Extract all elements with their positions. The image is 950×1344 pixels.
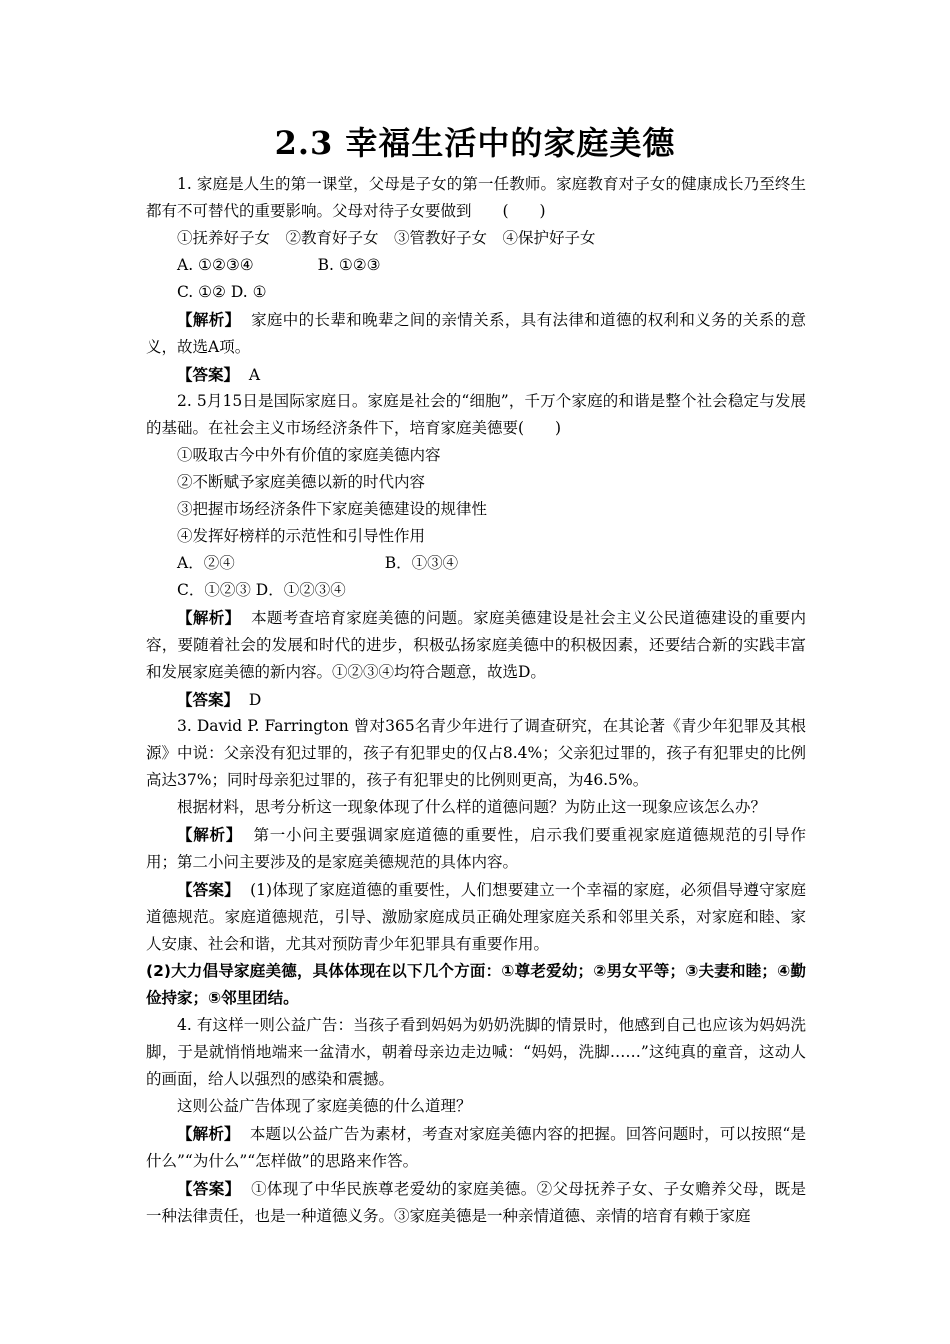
page-title: 2.3 幸福生活中的家庭美德 xyxy=(274,124,676,162)
question-2-item-4: ④发挥好榜样的示范性和引导性作用 xyxy=(177,527,426,545)
answer-text: D xyxy=(248,691,262,709)
question-2-options-cd: C．①②③ D．①②③④ xyxy=(177,581,346,599)
analysis-label: 【解析】 xyxy=(177,825,243,844)
question-1-stem: 1. 家庭是人生的第一课堂，父母是子女的第一任教师。家庭教育对子女的健康成长乃至终生都有不可替代的重要影响。父母对待子女要做到 ( ) xyxy=(146,175,806,220)
answer-text: A xyxy=(248,366,261,384)
document-body xyxy=(146,171,806,1230)
question-2-item-3: ③把握市场经济条件下家庭美德建设的规律性 xyxy=(177,500,488,518)
option-b: B．①③④ xyxy=(384,554,459,572)
question-2-item-1: ①吸取古今中外有价值的家庭美德内容 xyxy=(177,446,441,464)
question-4-stem: 4. 有这样一则公益广告：当孩子看到妈妈为奶奶洗脚的情景时，他感到自己也应该为妈妈洗脚，于是就悄悄地端来一盆清水，朝着母亲边走边喊：“妈妈，洗脚……”这纯真的童音，这动人的画面，给人以强烈的感染和震撼。 xyxy=(146,1016,806,1088)
option-a: A. ①②③④ xyxy=(177,256,254,274)
question-2-stem: 2. 5月15日是国际家庭日。家庭是社会的“细胞”，千万个家庭的和谐是整个社会稳定与发展的基础。在社会主义市场经济条件下，培育家庭美德要( ) xyxy=(146,392,806,437)
question-2-answer xyxy=(146,686,806,713)
question-4-answer xyxy=(146,1175,806,1230)
answer-label: 【答案】 xyxy=(177,690,240,709)
analysis-label: 【解析】 xyxy=(177,310,241,329)
question-4-question: 这则公益广告体现了家庭美德的什么道理？ xyxy=(177,1097,472,1115)
question-3-answer-part-2: (2)大力倡导家庭美德，具体体现在以下几个方面：①尊老爱幼；②男女平等；③夫妻和睦；④勤俭持家；⑤邻里团结。 xyxy=(146,962,806,1007)
question-2-item-2: ②不断赋予家庭美德以新的时代内容 xyxy=(177,473,426,491)
analysis-text: 第一小问主要强调家庭道德的重要性，启示我们要重视家庭道德规范的引导作用；第二小问主要涉及的是家庭美德规范的具体内容。 xyxy=(146,826,806,871)
question-1-analysis xyxy=(146,306,806,361)
answer-text: (1)体现了家庭道德的重要性，人们想要建立一个幸福的家庭，必须倡导遵守家庭道德规范。家庭道德规范，引导、激励家庭成员正确处理家庭关系和邻里关系，对家庭和睦、家人安康、社会和谐，尤其对预防青少年犯罪具有重要作用。 xyxy=(146,881,806,953)
answer-label: 【答案】 xyxy=(177,1179,241,1198)
question-1-answer xyxy=(146,361,806,388)
analysis-text: 家庭中的长辈和晚辈之间的亲情关系，具有法律和道德的权利和义务的关系的意义，故选A项。 xyxy=(146,311,806,356)
analysis-label: 【解析】 xyxy=(177,1124,240,1143)
question-3-question: 根据材料，思考分析这一现象体现了什么样的道德问题？为防止这一现象应该怎么办？ xyxy=(177,798,767,816)
question-3-answer xyxy=(146,876,806,958)
question-3-stem: 3. David P. Farrington 曾对365名青少年进行了调查研究，在其论著《青少年犯罪及其根源》中说：父亲没有犯过罪的，孩子有犯罪史的仅占8.4%；父亲犯过罪的，孩子有犯罪史的比例高达37%；同时母亲犯过罪的，孩子有犯罪史的比例则更高，为46.5%。 xyxy=(146,717,806,789)
analysis-text: 本题以公益广告为素材，考查对家庭美德内容的把握。回答问题时，可以按照“是什么”“为什么”“怎样做”的思路来作答。 xyxy=(146,1125,806,1170)
answer-label: 【答案】 xyxy=(177,880,240,899)
analysis-text: 本题考查培育家庭美德的问题。家庭美德建设是社会主义公民道德建设的重要内容，要随着社会的发展和时代的进步，积极弘扬家庭美德中的积极因素，还要结合新的实践丰富和发展家庭美德的新内容。①②③④均符合题意，故选D。 xyxy=(146,609,806,681)
question-1-options-cd: C. ①② D. ① xyxy=(177,283,267,301)
question-1-options-ab xyxy=(146,252,806,279)
option-a: A．②④ xyxy=(177,554,235,572)
answer-text: ①体现了中华民族尊老爱幼的家庭美德。②父母抚养子女、子女赡养父母，既是一种法律责任，也是一种道德义务。③家庭美德是一种亲情道德、亲情的培育有赖于家庭 xyxy=(146,1180,806,1225)
question-4-analysis xyxy=(146,1120,806,1175)
answer-label: 【答案】 xyxy=(177,365,240,384)
analysis-label: 【解析】 xyxy=(177,608,241,627)
question-2-analysis xyxy=(146,604,806,686)
question-1-items: ①抚养好子女 ②教育好子女 ③管教好子女 ④保护好子女 xyxy=(177,229,596,247)
option-b: B. ①②③ xyxy=(317,256,381,274)
question-3-analysis xyxy=(146,821,806,876)
question-2-options-ab xyxy=(146,550,806,577)
